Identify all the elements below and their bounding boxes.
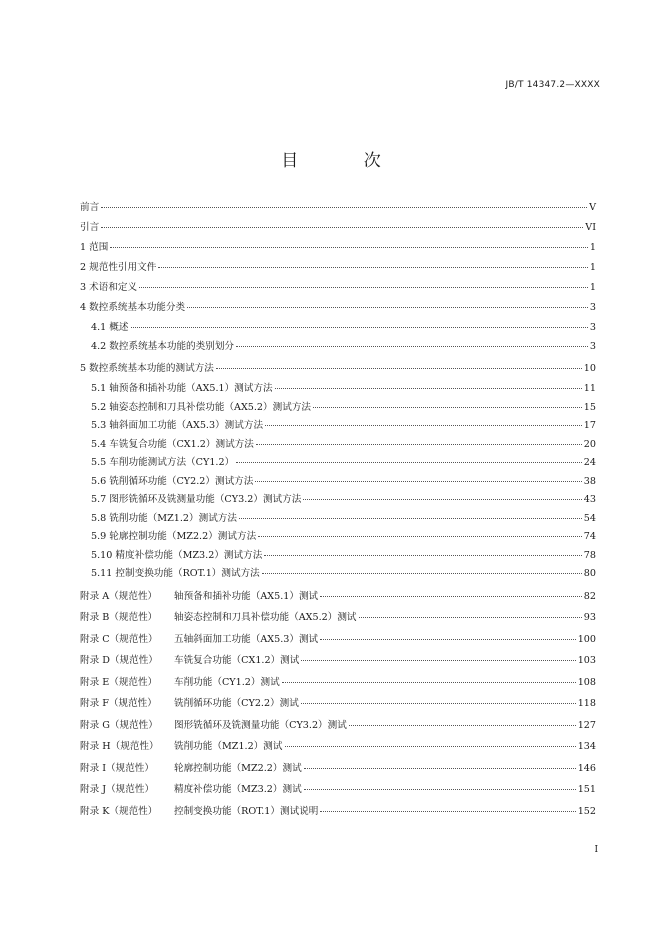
dot-leader: [304, 768, 576, 769]
toc-entry-page: 108: [577, 676, 596, 688]
toc-entry-title: [80, 631, 318, 645]
toc-entry[interactable]: [80, 528, 596, 547]
toc-entry-text: 五轴斜面加工功能（AX5.3）测试: [174, 633, 319, 645]
table-of-contents: [80, 199, 596, 824]
dot-leader: [303, 499, 581, 500]
appendix-label: 附录 B（规范性）: [80, 612, 158, 623]
dot-leader: [101, 227, 583, 228]
toc-entry-page: V: [589, 202, 596, 213]
page-title: 目 次: [281, 151, 411, 171]
toc-entry-title: [91, 436, 254, 450]
dot-leader: [301, 660, 575, 661]
toc-entry-text: 5.11 控制变换功能（ROT.1）测试方法: [91, 568, 260, 579]
toc-entry-text: 4.2 数控系统基本功能的类别划分: [91, 340, 235, 352]
toc-entry-title: [91, 473, 253, 487]
toc-entry-page: 43: [583, 494, 596, 505]
toc-entry-page: 3: [589, 302, 596, 313]
toc-entry[interactable]: [80, 510, 596, 529]
toc-entry[interactable]: [80, 279, 596, 299]
dot-leader: [275, 388, 582, 389]
dot-leader: [187, 307, 588, 308]
toc-entry-text: 引言: [80, 222, 100, 233]
toc-entry-text: 轴预备和插补功能（AX5.1）测试: [174, 590, 319, 602]
toc-entry-page: 151: [577, 784, 596, 795]
dot-leader: [349, 725, 576, 726]
toc-entry-title: [80, 299, 185, 313]
toc-entry-text: 4.1 概述: [91, 322, 129, 333]
toc-entry-text: 轴姿态控制和刀具补偿功能（AX5.2）测试: [174, 612, 357, 623]
toc-entry-title: [91, 528, 256, 542]
toc-entry-text: 前言: [80, 202, 100, 213]
toc-entry[interactable]: [80, 588, 596, 610]
toc-entry-text: 图形铣循环及铣测量功能（CY3.2）测试: [174, 719, 347, 731]
toc-entry-title: [80, 717, 347, 731]
toc-entry[interactable]: [80, 360, 596, 380]
dot-leader: [320, 811, 575, 812]
toc-entry-text: 轮廓控制功能（MZ2.2）测试: [174, 762, 302, 774]
dot-leader: [313, 407, 582, 408]
appendix-label: 附录 J（规范性）: [80, 784, 155, 795]
toc-entry-text: 5.8 铣削功能（MZ1.2）测试方法: [91, 512, 237, 524]
appendix-label: 附录 K（规范性）: [80, 805, 158, 817]
toc-entry-page: 17: [583, 420, 596, 431]
toc-entry-page: 11: [583, 383, 596, 394]
toc-entry-title: [80, 609, 357, 623]
toc-entry-page: 24: [583, 457, 596, 468]
dot-leader: [101, 207, 587, 208]
toc-entry-page: 10: [583, 363, 596, 374]
appendix-label: 附录 E（规范性）: [80, 676, 158, 688]
toc-entry-title: [80, 803, 318, 817]
toc-entry-page: 134: [577, 741, 596, 752]
toc-entry[interactable]: [80, 338, 596, 357]
dot-leader: [262, 573, 582, 574]
toc-entry[interactable]: [80, 454, 596, 473]
toc-entry-title: [91, 399, 311, 413]
toc-entry[interactable]: [80, 652, 596, 674]
toc-entry[interactable]: [80, 399, 596, 418]
toc-entry-page: 38: [583, 475, 596, 487]
dot-leader: [255, 481, 581, 482]
toc-entry[interactable]: [80, 738, 596, 760]
toc-entry-page: 3: [589, 340, 596, 352]
toc-entry-text: 车削功能（CY1.2）测试: [174, 676, 280, 688]
toc-entry-text: 5.7 图形铣循环及铣测量功能（CY3.2）测试方法: [91, 494, 302, 505]
toc-entry[interactable]: [80, 473, 596, 492]
toc-entry-page: 78: [583, 549, 596, 561]
dot-leader: [236, 462, 582, 463]
appendix-label: 附录 G（规范性）: [80, 719, 158, 731]
dot-leader: [256, 444, 582, 445]
appendix-label: 附录 I（规范性）: [80, 762, 154, 774]
toc-entry-page: 127: [577, 719, 596, 731]
appendix-label: 附录 A（规范性）: [80, 590, 158, 602]
toc-entry-title: [91, 491, 301, 505]
toc-entry-text: 5.2 轴姿态控制和刀具补偿功能（AX5.2）测试方法: [91, 401, 312, 413]
toc-entry[interactable]: [80, 781, 596, 803]
toc-entry[interactable]: [80, 491, 596, 510]
toc-entry[interactable]: [80, 547, 596, 566]
toc-entry-page: VI: [585, 222, 596, 233]
toc-entry-page: 146: [577, 762, 596, 774]
toc-entry-title: [80, 360, 214, 374]
toc-entry-page: 1: [589, 282, 596, 293]
toc-entry[interactable]: [80, 674, 596, 696]
toc-entry-text: 铣削功能（MZ1.2）测试: [174, 741, 283, 752]
toc-entry-page: 80: [583, 568, 596, 579]
toc-entry-text: 1 范围: [80, 242, 109, 253]
toc-entry[interactable]: [80, 417, 596, 436]
toc-entry-text: 5.4 车铣复合功能（CX1.2）测试方法: [91, 438, 254, 450]
toc-entry[interactable]: [80, 219, 596, 239]
toc-entry-text: 精度补偿功能（MZ3.2）测试: [174, 784, 302, 795]
toc-entry-title: [80, 588, 318, 602]
toc-entry[interactable]: [80, 436, 596, 455]
document-id: JB/T 14347.2—XXXX: [505, 80, 600, 90]
toc-entry-title: [91, 454, 234, 468]
toc-entry-title: [91, 547, 262, 561]
toc-entry[interactable]: [80, 259, 596, 279]
toc-entry[interactable]: [80, 631, 596, 653]
dot-leader: [265, 425, 582, 426]
dot-leader: [282, 682, 576, 683]
page-number: I: [594, 845, 598, 855]
toc-entry-title: [80, 259, 156, 273]
toc-entry-page: 118: [577, 698, 596, 709]
toc-entry-title: [91, 338, 234, 352]
toc-entry[interactable]: [80, 239, 596, 259]
toc-entry-title: [80, 674, 280, 688]
toc-entry-text: 5.6 铣削循环功能（CY2.2）测试方法: [91, 475, 254, 487]
toc-entry-title: [91, 417, 263, 431]
toc-entry-text: 4 数控系统基本功能分类: [80, 302, 186, 313]
dot-leader: [264, 555, 581, 556]
toc-entry[interactable]: [80, 609, 596, 631]
toc-entry[interactable]: [80, 803, 596, 825]
dot-leader: [320, 639, 576, 640]
toc-entry-text: 5.5 车削功能测试方法（CY1.2）: [91, 457, 235, 468]
dot-leader: [158, 267, 588, 268]
toc-entry[interactable]: [80, 717, 596, 739]
toc-entry-title: [91, 565, 260, 579]
toc-entry[interactable]: [80, 380, 596, 399]
toc-entry-text: 3 术语和定义: [80, 282, 138, 293]
toc-entry-page: 82: [583, 590, 596, 602]
toc-entry-text: 5.9 轮廓控制功能（MZ2.2）测试方法: [91, 531, 257, 542]
toc-entry-page: 100: [577, 633, 596, 645]
toc-entry-page: 103: [577, 655, 596, 666]
appendix-label: 附录 C（规范性）: [80, 633, 158, 645]
toc-entry-title: [80, 239, 108, 253]
toc-entry-page: 3: [589, 322, 596, 333]
toc-entry-title: [91, 510, 237, 524]
toc-entry-text: 2 规范性引用文件: [80, 262, 157, 273]
toc-entry[interactable]: [80, 299, 596, 319]
toc-entry-title: [91, 319, 129, 333]
dot-leader: [359, 617, 582, 618]
dot-leader: [258, 536, 582, 537]
appendix-label: 附录 D（规范性）: [80, 655, 158, 666]
toc-entry-title: [80, 652, 299, 666]
toc-entry-page: 20: [583, 438, 596, 450]
toc-entry-page: 93: [583, 612, 596, 623]
dot-leader: [285, 746, 576, 747]
toc-entry-text: 5 数控系统基本功能的测试方法: [80, 363, 214, 374]
toc-entry-title: [80, 199, 99, 213]
dot-leader: [236, 346, 588, 347]
toc-entry[interactable]: [80, 695, 596, 717]
dot-leader: [301, 703, 576, 704]
toc-entry-title: [80, 695, 299, 709]
toc-entry-text: 5.1 轴预备和插补功能（AX5.1）测试方法: [91, 383, 273, 394]
toc-entry-text: 车铣复合功能（CX1.2）测试: [174, 655, 300, 666]
dot-leader: [139, 287, 588, 288]
dot-leader: [304, 789, 576, 790]
toc-entry-text: 铣削循环功能（CY2.2）测试: [174, 698, 299, 709]
toc-entry-page: 74: [583, 531, 596, 542]
toc-entry-page: 54: [583, 512, 596, 524]
toc-entry-page: 152: [577, 805, 596, 817]
toc-entry-title: [80, 219, 99, 233]
toc-entry[interactable]: [80, 565, 596, 584]
dot-leader: [131, 327, 588, 328]
toc-entry-title: [80, 279, 137, 293]
dot-leader: [216, 368, 582, 369]
toc-entry[interactable]: [80, 199, 596, 219]
toc-entry-text: 5.10 精度补偿功能（MZ3.2）测试方法: [91, 549, 263, 561]
dot-leader: [320, 596, 582, 597]
appendix-label: 附录 F（规范性）: [80, 698, 157, 709]
appendix-label: 附录 H（规范性）: [80, 741, 159, 752]
toc-entry-text: 5.3 轴斜面加工功能（AX5.3）测试方法: [91, 420, 264, 431]
toc-entry-page: 15: [583, 401, 596, 413]
toc-entry[interactable]: [80, 760, 596, 782]
dot-leader: [110, 247, 588, 248]
toc-entry-title: [80, 760, 302, 774]
toc-entry-page: 1: [589, 262, 596, 273]
toc-entry-title: [80, 738, 283, 752]
toc-entry-title: [80, 781, 302, 795]
dot-leader: [239, 518, 582, 519]
toc-entry-text: 控制变换功能（ROT.1）测试说明: [174, 805, 319, 817]
toc-entry-page: 1: [589, 242, 596, 253]
toc-entry[interactable]: [80, 319, 596, 338]
toc-entry-title: [91, 380, 273, 394]
